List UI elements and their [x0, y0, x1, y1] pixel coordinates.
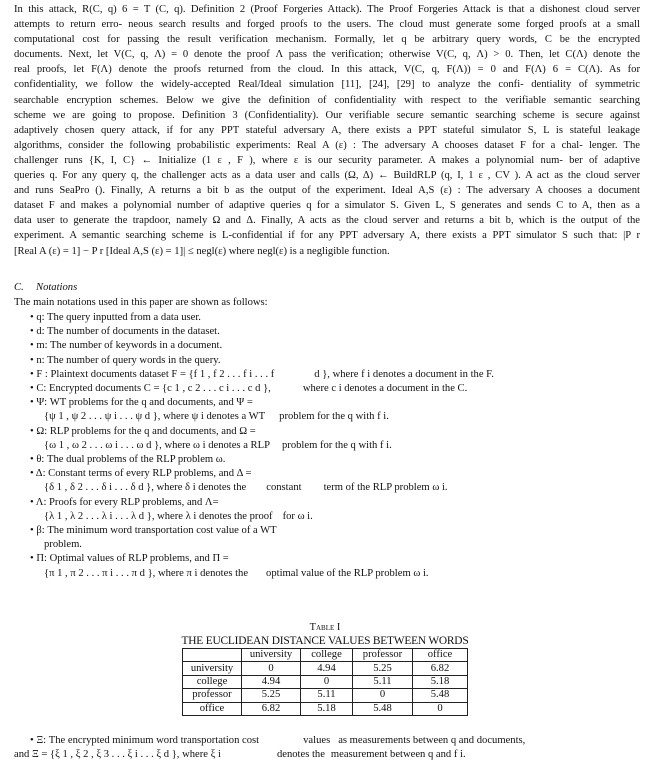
section-number: C. — [14, 282, 24, 293]
notation-text: as measurements between q and documents, — [338, 735, 526, 746]
notation-text: • β: The minimum word transportation cost value of a WT — [30, 525, 277, 537]
table-row-label: college — [183, 675, 242, 688]
table-row-label: university — [183, 662, 242, 675]
notation-item-c — [30, 382, 630, 396]
notation-item-lambda — [30, 496, 630, 524]
table-title: THE EUCLIDEAN DISTANCE VALUES BETWEEN WORDS — [181, 635, 469, 647]
notation-continuation: {λ 1 , λ 2 . . . λ i . . . λ d }, where λ i denotes the proof — [44, 510, 273, 522]
paragraph-line: In this attack, R(C, q) 6 = T (C, q). Definition 2 (Proof Forgeries Attack). The Proof Forgeries Attack is that a dishonest cloud server — [14, 4, 640, 15]
notation-text: and Ξ = {ξ 1 , ξ 2 , ξ 3 . . . ξ i . . . ξ d }, where ξ i — [14, 749, 221, 761]
notation-tail: term of the RLP problem ω i. — [323, 482, 448, 494]
table-cell: 4.94 — [242, 675, 301, 688]
table-row — [183, 662, 468, 675]
notation-item-psi — [30, 396, 630, 424]
paragraph-line: computational cost for passing the result verification mechanism. Formally, let q be arbitrary query words, C be the encrypted — [14, 34, 640, 46]
notation-text: • m: The number of keywords in a document. — [30, 340, 223, 352]
paragraph-line: confidentiality, we follow the widely-accepted Real/Ideal simulation [11], [24], [29] to analyze the confi- dentiality of symmetric — [14, 79, 640, 91]
notation-text: • Ψ: WT problems for the q and documents, and Ψ = — [30, 397, 253, 409]
paragraph-line: dataset F and makes a polynomial number of adaptive queries q for a simulator S. Given L, S generates and sends C to A, then as a — [14, 200, 640, 212]
section-intro: The main notations used in this paper are shown as follows: — [14, 297, 268, 308]
paragraph-line: experiment. A semantic searching scheme is L-confidential if for any PPT adversary A, there exists a PPT simulator S such that: |P r — [14, 230, 640, 242]
paragraph-line: [Real A (ε) = 1] − P r [Ideal A,S (ε) = 1]| ≤ negl(ε) where negl(ε) is a negligible function. — [14, 245, 390, 257]
table-cell: 5.11 — [353, 675, 413, 688]
notation-item-omega — [30, 425, 630, 453]
notation-text: • Ξ: The encrypted minimum word transportation cost — [30, 735, 260, 746]
paragraph-line: scheme we are going to propose. Definition 3 (Confidentiality). Our verifiable secure semantic searching scheme is secure against — [14, 109, 640, 121]
notation-tail: problem for the q with f i. — [279, 411, 389, 423]
table-cell: 5.18 — [413, 675, 468, 688]
notation-item-m — [30, 339, 630, 353]
table-cell: 0 — [413, 702, 468, 715]
notation-list — [30, 311, 630, 581]
table-row-label: office — [183, 702, 242, 715]
table-cell: 5.25 — [353, 662, 413, 675]
notation-tail: where c i denotes a document in the C. — [302, 383, 468, 395]
paragraph-line: attempts to return erro- neous search results and forged proofs to the users. The cloud must generate some forged proofs at a small — [14, 19, 640, 31]
notation-item-d — [30, 325, 630, 339]
notation-text: • F : Plaintext documents dataset F = {f 1 , f 2 . . . f i . . . f — [30, 368, 275, 380]
notation-text: • θ: The dual problems of the RLP problem ω. — [30, 454, 226, 466]
notation-item-beta — [30, 524, 630, 552]
table-cell: 6.82 — [242, 702, 301, 715]
table-row — [183, 689, 468, 702]
table-header-cell: university — [242, 649, 301, 662]
notation-tail: optimal value of the RLP problem ω i. — [266, 567, 429, 579]
paragraph-line: challenger runs {K, I, C} ← Initialize (1 ε , F ), where ε is our security parameter. A makes a polynomial num- ber of adaptive — [14, 154, 640, 166]
table-caption: Table I — [309, 622, 341, 633]
notation-text: denotes the — [276, 749, 325, 761]
table-cell: 5.48 — [413, 689, 468, 702]
table-cell: 5.25 — [242, 689, 301, 702]
notation-item-delta — [30, 467, 630, 495]
table-row — [183, 702, 468, 715]
distance-table — [182, 648, 468, 716]
notation-text: • d: The number of documents in the dataset. — [30, 326, 220, 338]
table-cell: 0 — [301, 675, 353, 688]
table-cell: 5.48 — [353, 702, 413, 715]
paragraph-line: searchable encryption schemes. Below we give the definition of confidentiality with respect to the verifiable semantic searching — [14, 94, 640, 106]
notation-text: • Ω: RLP problems for the q and documents, and Ω = — [30, 425, 256, 437]
definition-paragraph — [14, 2, 640, 259]
table-header-cell: office — [413, 649, 468, 662]
notation-tail: d }, where f i denotes a document in the F. — [314, 368, 494, 380]
notation-continuation: problem. — [44, 539, 82, 551]
table-cell: 4.94 — [301, 662, 353, 675]
table-header-cell: college — [301, 649, 353, 662]
notation-text: values — [303, 735, 331, 746]
notation-continuation: {ψ 1 , ψ 2 . . . ψ i . . . ψ d }, where ψ i denotes a WT — [44, 411, 266, 423]
notation-item-pi — [30, 552, 630, 580]
table-cell: 6.82 — [413, 662, 468, 675]
notation-text: measurement between q and f i. — [330, 749, 466, 761]
notation-continuation: {π 1 , π 2 . . . π i . . . π d }, where π i denotes the — [44, 567, 249, 579]
notation-item-n — [30, 354, 630, 368]
notation-text: • n: The number of query words in the query. — [30, 354, 221, 366]
notation-text: • Π: Optimal values of RLP problems, and Π = — [30, 553, 229, 565]
notation-text: • Λ: Proofs for every RLP problems, and Λ= — [30, 496, 219, 508]
notation-item-q — [30, 311, 630, 325]
section-heading — [14, 281, 77, 295]
table-cell: 0 — [353, 689, 413, 702]
paragraph-line: algorithms, consider the following probabilistic experiments: Real A (ε) : The adversary A chooses dataset F for a chal- lenger. The — [14, 139, 640, 151]
paragraph-line: queries q. For any query q, the challenger acts as a data user and calls (Ω, Δ) ← BuildRLP (q, I, 1 ε , CV ). A act as the cloud server — [14, 170, 640, 182]
table-cell: 5.18 — [301, 702, 353, 715]
paragraph-line: data user to generate the trapdoor, namely Ω and Δ. Finally, A acts as the cloud server and returns a bit b, which is the output of the — [14, 215, 640, 227]
notation-item-theta — [30, 453, 630, 467]
notation-tail: for ω i. — [282, 510, 313, 522]
notation-text: • Δ: Constant terms of every RLP problems, and Δ = — [30, 468, 252, 480]
notation-item-f — [30, 368, 630, 382]
notation-continuation: {ω 1 , ω 2 . . . ω i . . . ω d }, where ω i denotes a RLP — [44, 439, 270, 451]
paragraph-line: and runs SeaPro (). Finally, A returns a bit b as the output of the experiment. Ideal A,S (ε) : The adversary A chooses a document — [14, 185, 640, 197]
notation-continuation: {δ 1 , δ 2 . . . δ i . . . δ d }, where δ i denotes the — [44, 482, 247, 494]
notation-mid: constant — [266, 482, 302, 494]
table-row-label: professor — [183, 689, 242, 702]
table-row — [183, 675, 468, 688]
paragraph-line: documents. Next, let V(C, q, Λ) = 0 denote the proof Λ pass the verification; otherwise V(C, q, Λ) > 0. Then, let C(Λ) denote the — [14, 49, 640, 61]
paragraph-line: adaptively chosen query attack, if for any PPT stateful adversary A, there exists a PPT stateful simulator S, L is stateful leakage — [14, 124, 640, 136]
notation-item-xi — [14, 734, 630, 763]
table-cell: 5.11 — [301, 689, 353, 702]
table-header-row — [183, 649, 468, 662]
table-cell: 0 — [242, 662, 301, 675]
paragraph-line: real proofs, let F(Λ) denote the proofs returned from the cloud. In this attack, V(C, q, F(Λ)) = 0 and F(Λ) 6 = C(Λ). As for — [14, 64, 640, 76]
notation-text: • C: Encrypted documents C = {c 1 , c 2 . . . c i . . . c d }, — [30, 383, 271, 395]
distance-table-block — [170, 621, 480, 716]
notation-tail: problem for the q with f i. — [282, 439, 392, 451]
table-header-cell: professor — [353, 649, 413, 662]
notation-text: • q: The query inputted from a data user. — [30, 312, 201, 323]
table-header-cell — [183, 649, 242, 662]
section-title: Notations — [36, 282, 78, 293]
